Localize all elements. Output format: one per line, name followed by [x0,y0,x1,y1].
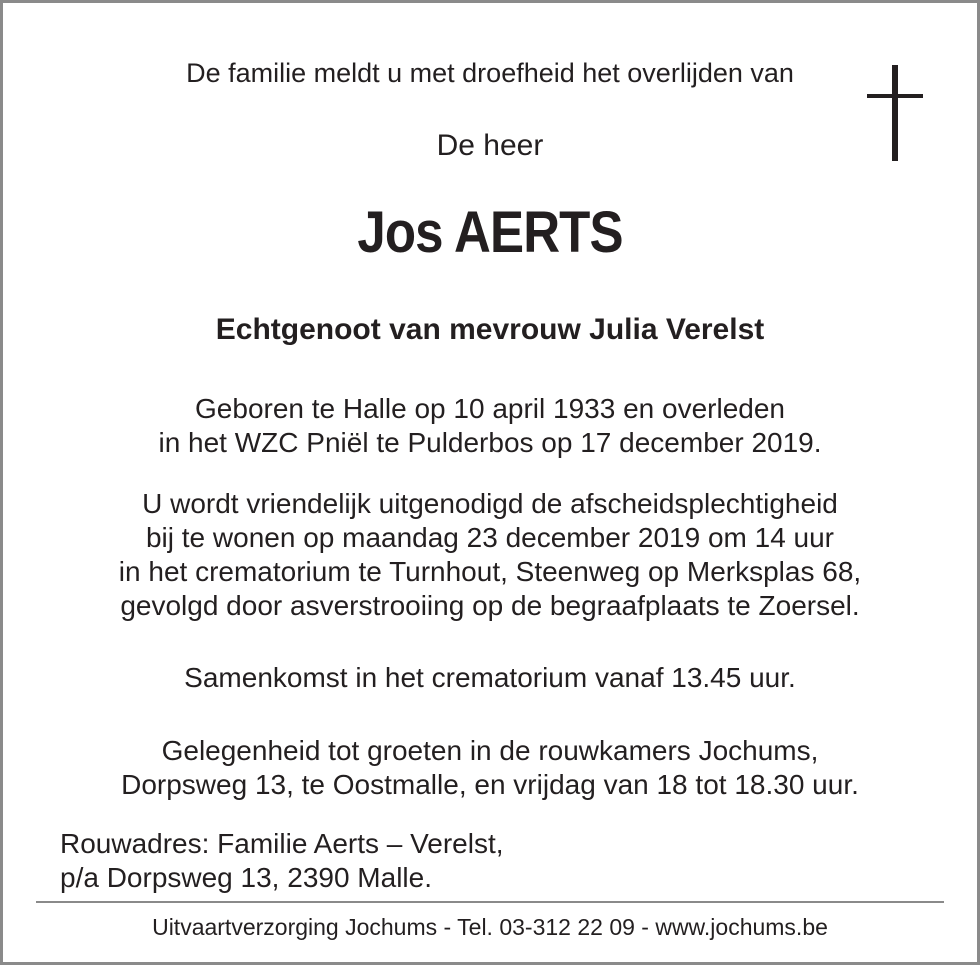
text-line: in het crematorium te Turnhout, Steenweg op Merksplas 68, [118,556,862,587]
ceremony-paragraph [3,487,977,623]
deceased-name: Jos AERTS [357,200,623,265]
text-line: in het WZC Pniël te Pulderbos op 17 december 2019. [158,427,822,458]
text-line: Dorpsweg 13, te Oostmalle, en vrijdag van 18 tot 18.30 uur. [121,769,859,800]
salutation: De heer [436,129,544,162]
text-line: gevolgd door asverstrooiing op de begraafplaats te Zoersel. [120,590,860,621]
text-line: bij te wonen op maandag 23 december 2019 om 14 uur [145,522,835,553]
address-line: Rouwadres: Familie Aerts – Verelst, [60,828,504,859]
funeral-director-footer: Uitvaartverzorging Jochums - Tel. 03-312 22 09 - www.jochums.be [152,914,828,940]
text-line: Geboren te Halle op 10 april 1933 en overleden [195,393,785,424]
text-line: Gelegenheid tot groeten in de rouwkamers Jochums, [161,735,819,766]
address-line: p/a Dorpsweg 13, 2390 Malle. [60,862,432,893]
birth-death-paragraph [3,392,977,460]
mourning-address [60,827,504,895]
spouse-line: Echtgenoot van mevrouw Julia Verelst [215,313,765,346]
divider [36,901,944,903]
gathering-line: Samenkomst in het crematorium vanaf 13.45 uur. [184,662,796,693]
text-line: U wordt vriendelijk uitgenodigd de afscheidsplechtigheid [142,488,838,519]
greeting-paragraph [3,734,977,802]
intro-text: De familie meldt u met droefheid het overlijden van [186,58,794,88]
